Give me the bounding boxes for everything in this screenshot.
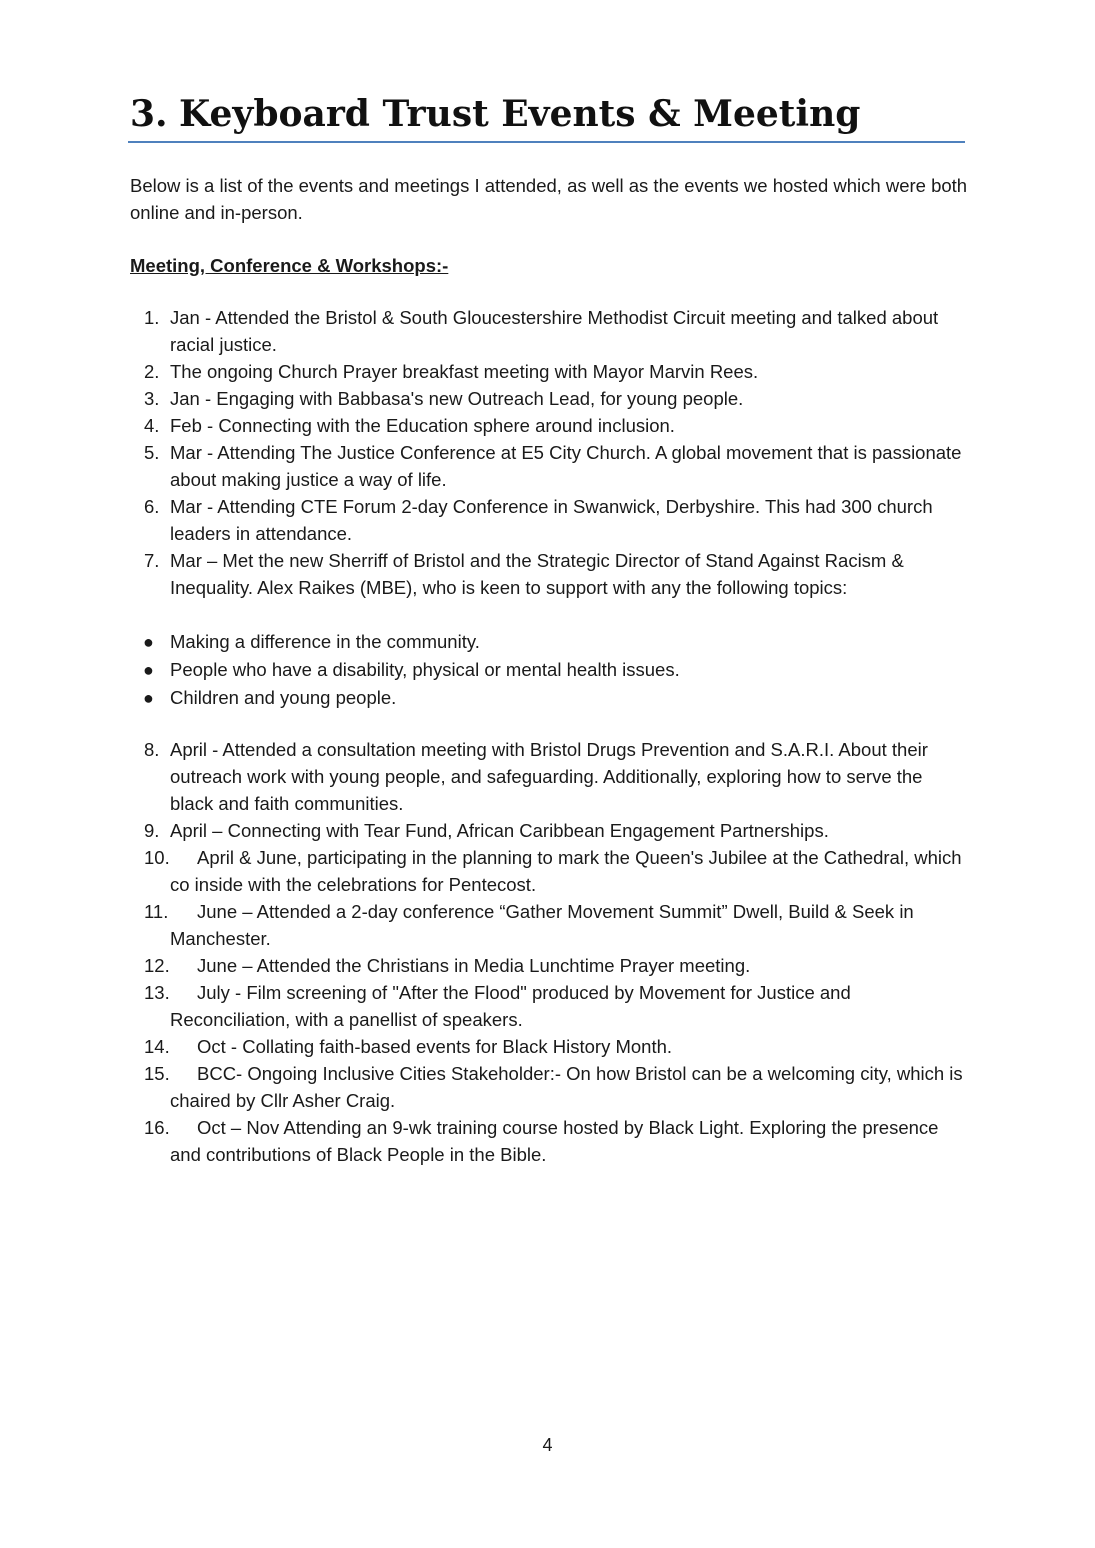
list-item — [130, 439, 970, 493]
list-number: 6. — [144, 496, 160, 517]
list-item — [130, 1114, 970, 1168]
list-number: 3. — [144, 388, 160, 409]
list-item-text: Jan - Engaging with Babbasa's new Outreach Lead, for young people. — [170, 388, 744, 409]
list-item — [130, 952, 970, 979]
list-item-text: June – Attended the Christians in Media Lunchtime Prayer meeting. — [197, 955, 751, 976]
list-item — [130, 979, 970, 1033]
list-item-text: The ongoing Church Prayer breakfast meeting with Mayor Marvin Rees. — [170, 361, 759, 382]
list-item — [130, 358, 970, 385]
list-item-text: Oct - Collating faith-based events for Black History Month. — [197, 1036, 673, 1057]
events-list-part2 — [130, 736, 970, 1168]
list-number: 7. — [144, 550, 160, 571]
list-number: 8. — [144, 739, 160, 760]
list-number: 14. — [144, 1036, 170, 1057]
list-item-text: April & June, participating in the planning to mark the Queen's Jubilee at the Cathedral, which co inside with the celebrations for Pentecost. — [170, 847, 962, 895]
heading-underline — [128, 141, 965, 143]
list-number: 1. — [144, 307, 160, 328]
section-title: Keyboard Trust Events & Meeting — [179, 93, 861, 135]
bullet-dot-icon: ● — [143, 632, 154, 652]
list-number: 5. — [144, 442, 160, 463]
list-item — [130, 736, 970, 817]
list-item-text: Mar – Met the new Sherriff of Bristol and the Strategic Director of Stand Against Racism & Inequality. Alex Raikes (MBE), who is keen to support with any the following topics: — [170, 550, 904, 598]
list-number: 12. — [144, 955, 170, 976]
list-item-text: April – Connecting with Tear Fund, African Caribbean Engagement Partnerships. — [170, 820, 829, 841]
section-number: 3. — [130, 93, 168, 135]
list-item-text: BCC- Ongoing Inclusive Cities Stakeholder:- On how Bristol can be a welcoming city, which is chaired by Cllr Asher Craig. — [170, 1063, 963, 1111]
events-list-part1 — [130, 304, 970, 601]
bullet-item — [130, 656, 970, 684]
list-item — [130, 1033, 970, 1060]
bullet-text: People who have a disability, physical or mental health issues. — [170, 659, 680, 680]
bullet-text: Children and young people. — [170, 687, 397, 708]
subsection-label: Meeting, Conference & Workshops:- — [130, 255, 449, 276]
list-item-text: Mar - Attending CTE Forum 2-day Conference in Swanwick, Derbyshire. This had 300 church leaders in attendance. — [170, 496, 933, 544]
list-item-text: April - Attended a consultation meeting with Bristol Drugs Prevention and S.A.R.I. About their outreach work with young people, and safeguarding. Additionally, exploring how to serve the black and faith communities. — [170, 739, 928, 814]
bullet-item — [130, 628, 970, 656]
list-number: 4. — [144, 415, 160, 436]
list-item — [130, 1060, 970, 1114]
bullet-item — [130, 684, 970, 712]
list-number: 16. — [144, 1117, 170, 1138]
list-item-text: June – Attended a 2-day conference “Gather Movement Summit” Dwell, Build & Seek in Manchester. — [170, 901, 914, 949]
list-number: 10. — [144, 847, 170, 868]
bullet-dot-icon: ● — [143, 688, 154, 708]
section-heading — [130, 92, 860, 136]
list-item — [130, 817, 970, 844]
list-item — [130, 304, 970, 358]
list-item — [130, 493, 970, 547]
list-item-text: Oct – Nov Attending an 9-wk training course hosted by Black Light. Exploring the presence and contributions of Black People in the Bible. — [170, 1117, 939, 1165]
bullet-text: Making a difference in the community. — [170, 631, 480, 652]
bullet-dot-icon: ● — [143, 660, 154, 680]
list-number: 13. — [144, 982, 170, 1003]
list-number: 2. — [144, 361, 160, 382]
list-item — [130, 385, 970, 412]
topics-bullet-list — [130, 628, 970, 712]
page-number: 4 — [542, 1435, 553, 1455]
list-item — [130, 844, 970, 898]
list-item — [130, 412, 970, 439]
list-item-text: Feb - Connecting with the Education sphere around inclusion. — [170, 415, 675, 436]
list-item — [130, 898, 970, 952]
list-item — [130, 547, 970, 601]
list-item-text: July - Film screening of "After the Flood" produced by Movement for Justice and Reconciliation, with a panellist of speakers. — [170, 982, 851, 1030]
intro-paragraph: Below is a list of the events and meetings I attended, as well as the events we hosted which were both online and in-person. — [130, 175, 968, 223]
list-item-text: Jan - Attended the Bristol & South Gloucestershire Methodist Circuit meeting and talked about racial justice. — [170, 307, 939, 355]
list-number: 15. — [144, 1063, 170, 1084]
list-number: 9. — [144, 820, 160, 841]
list-number: 11. — [144, 901, 169, 922]
list-item-text: Mar - Attending The Justice Conference at E5 City Church. A global movement that is passionate about making justice a way of life. — [170, 442, 962, 490]
